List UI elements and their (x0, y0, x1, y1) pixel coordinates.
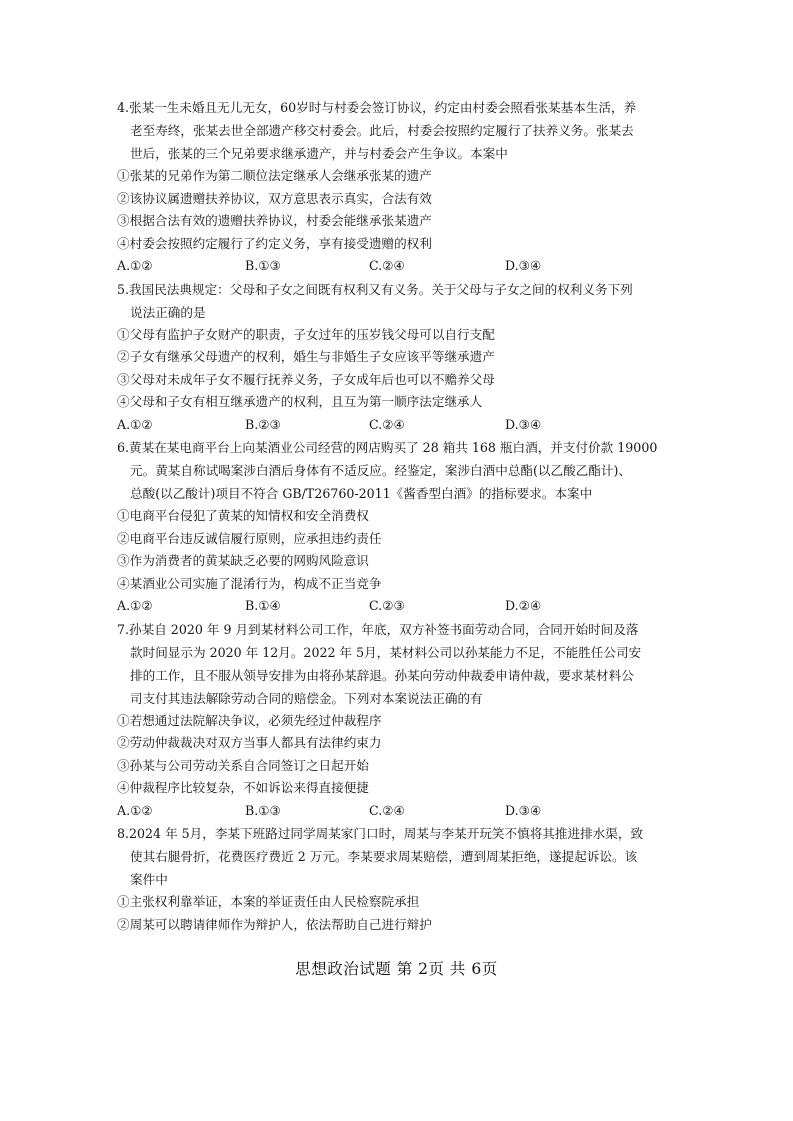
statement-option: ④村委会按照约定履行了约定义务，享有接受遗赠的权利 (117, 235, 432, 251)
choice-c: C.②④ (369, 802, 405, 818)
statement-option: ②子女有继承父母遗产的权利，婚生与非婚生子女应该平等继承遗产 (117, 349, 495, 364)
question-4 (117, 96, 677, 278)
choice-a: A.①② (117, 258, 153, 273)
answer-choices (117, 414, 677, 437)
statement-option: ④仲裁程序比较复杂，不如诉讼来得直接便捷 (117, 780, 369, 795)
statement-option: ①父母有监护子女财产的职责，子女过年的压岁钱父母可以自行支配 (117, 326, 495, 342)
question-stem (117, 278, 677, 324)
statement-option: ③父母对未成年子女不履行抚养义务，子女成年后也可以不赡养父母 (117, 371, 495, 387)
choice-c: C.②④ (369, 416, 405, 432)
question-list (117, 96, 677, 936)
statement-option: ②该协议属遗赠扶养协议，双方意思表示真实，合法有效 (117, 190, 432, 206)
statement-option: ②劳动仲裁裁决对双方当事人都具有法律约束力 (117, 735, 382, 750)
choice-d: D.②④ (505, 598, 542, 613)
choice-d: D.③④ (505, 802, 542, 818)
stem-line: 6.黄某在某电商平台上向某酒业公司经营的网店购买了 28 箱共 168 瓶白酒，并支付价款 19000 (117, 440, 658, 455)
stem-line: 老至寿终，张某去世全部遗产移交村委会。此后，村委会按照约定履行了扶养义务。张某去 (130, 123, 634, 138)
choice-a: A.①② (117, 598, 153, 613)
stem-line: 说法正确的是 (130, 304, 206, 320)
statement-option: ①若想通过法院解决争议，必须先经过仲裁程序 (117, 712, 382, 728)
question-stem (117, 436, 677, 505)
choice-c: C.②③ (369, 598, 405, 613)
question-7 (117, 618, 677, 823)
statement-option: ①电商平台侵犯了黄某的知情权和安全消费权 (117, 508, 369, 523)
stem-line: 8.2024 年 5月，李某下班路过同学周某家门口时，周某与李某开玩笑不慎将其推进排水渠，致 (117, 826, 644, 841)
question-stem (117, 618, 677, 710)
question-stem (117, 96, 677, 165)
answer-choices (117, 595, 677, 618)
choice-d: D.③④ (505, 416, 542, 432)
statement-option: ①主张权利靠举证，本案的举证责任由人民检察院承担 (117, 894, 420, 909)
stem-line: 款时间显示为 2020 年 12月。2022 年 5月，某材料公司以孙某能力不足，不能胜任公司安 (130, 644, 642, 660)
question-6 (117, 436, 677, 618)
stem-line: 总酸(以乙酸计)项目不符合 GB/T26760-2011《酱香型白酒》的指标要求。本案中 (130, 486, 593, 501)
page-footer: 思想政治试题 第 2页 共 6页 (295, 960, 498, 978)
choice-a: A.①② (117, 802, 153, 818)
question-stem (117, 822, 677, 891)
statement-option: ④父母和子女有相互继承遗产的权利，且互为第一顺序法定继承人 (117, 394, 483, 409)
statement-option: ③作为消费者的黄某缺乏必要的网购风险意识 (117, 553, 369, 568)
question-8 (117, 822, 677, 936)
choice-a: A.①② (117, 416, 153, 432)
statement-option: ②周某可以聘请律师作为辩护人，依法帮助自己进行辩护 (117, 916, 432, 932)
choice-d: D.③④ (505, 258, 542, 273)
stem-line: 案件中 (130, 872, 168, 887)
statement-option: ④某酒业公司实施了混淆行为，构成不正当竞争 (117, 575, 382, 591)
stem-line: 5.我国民法典规定：父母和子女之间既有权利又有义务。关于父母与子女之间的权利义务下列 (117, 281, 633, 297)
answer-choices (117, 800, 677, 823)
stem-line: 元。黄某自称试喝案涉白酒后身体有不适反应。经鉴定，案涉白酒中总酯(以乙酸乙酯计)、 (130, 463, 631, 478)
stem-line: 使其右腿骨折，花费医疗费近 2 万元。李某要求周某赔偿，遭到周某拒绝，遂提起诉讼。该 (130, 849, 638, 864)
question-5 (117, 278, 677, 437)
statement-option: ③孙某与公司劳动关系自合同签订之日起开始 (117, 757, 369, 773)
stem-line: 7.孙某自 2020 年 9 月到某材料公司工作，年底，双方补签书面劳动合同，合同开始时间及落 (117, 621, 639, 637)
statement-option: ③根据合法有效的遗赠扶养协议，村委会能继承张某遗产 (117, 213, 432, 228)
choice-b: B.②③ (245, 416, 281, 432)
choice-b: B.①③ (245, 258, 281, 273)
stem-line: 世后，张某的三个兄弟要求继承遗产，并与村委会产生争议。本案中 (130, 146, 508, 161)
choice-c: C.②④ (369, 258, 405, 273)
choice-b: B.①④ (245, 598, 281, 613)
stem-line: 司支付其违法解除劳动合同的赔偿金。下列对本案说法正确的有 (130, 690, 483, 706)
stem-line: 排的工作，且不服从领导安排为由将孙某辞退。孙某向劳动仲裁委申请仲裁，要求某材料公 (130, 667, 634, 683)
choice-b: B.①③ (245, 802, 281, 818)
stem-line: 4.张某一生未婚且无儿无女，60岁时与村委会签订协议，约定由村委会照看张某基本生活，养 (117, 100, 637, 115)
statement-option: ①张某的兄弟作为第二顺位法定继承人会继承张某的遗产 (117, 168, 432, 183)
answer-choices (117, 255, 677, 278)
statement-option: ②电商平台违反诚信履行原则，应承担违约责任 (117, 530, 382, 546)
